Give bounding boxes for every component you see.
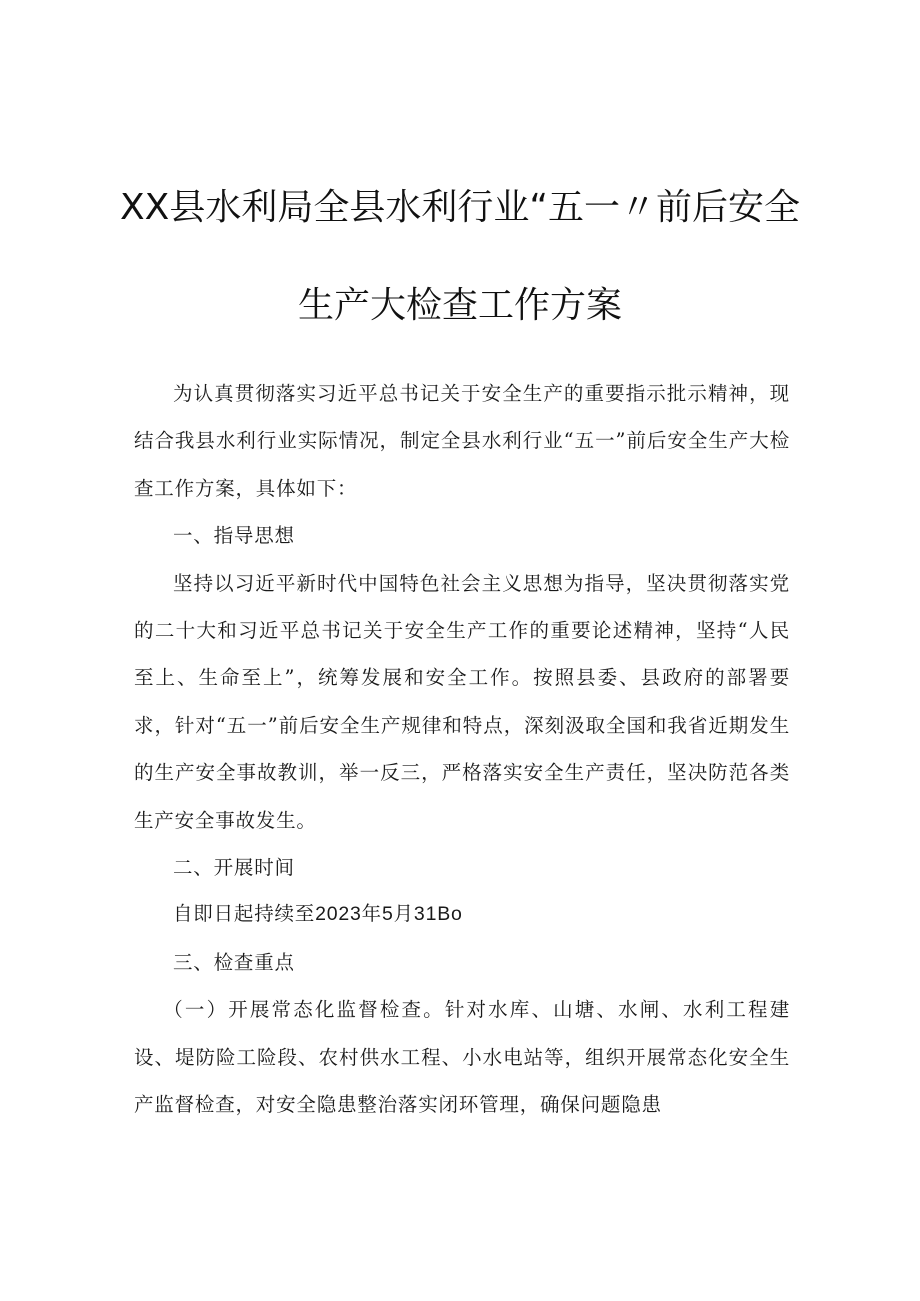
section-3-heading: 三、检查重点 bbox=[173, 950, 295, 974]
document-title-line-2: 生产大检查工作方案 bbox=[297, 285, 622, 326]
section-2-heading: 二、开展时间 bbox=[173, 856, 295, 880]
section-1-paragraph: 坚持以习近平新时代中国特色社会主义思想为指导，坚决贯彻落实党的二十大和习近平总书记关于安全生产工作的重要论述精神，坚持“人民至上、生命至上”，统筹发展和安全工作。按照县委、县政府的部署要求，针对“五一”前后安全生产规律和特点，深刻汲取全国和我省近期发生的生产安全事故教训，举一反三，严格落实安全生产责任，坚决防范各类生产安全事故发生。 bbox=[134, 571, 790, 832]
section-2-paragraph: 自即日起持续至2023年5月31Bo bbox=[173, 903, 463, 926]
section-1-heading: 一、指导思想 bbox=[173, 524, 295, 548]
section-3-item-1: （一）开展常态化监督检查。针对水库、山塘、水闸、水利工程建设、堤防险工险段、农村供水工程、小水电站等，组织开展常态化安全生产监督检查，对安全隐患整治落实闭环管理，确保问题隐患 bbox=[134, 998, 790, 1117]
document-body bbox=[134, 370, 790, 1129]
intro-paragraph: 为认真贯彻落实习近平总书记关于安全生产的重要指示批示精神，现结合我县水利行业实际情况，制定全县水利行业“五一”前后安全生产大检查工作方案，具体如下： bbox=[134, 382, 790, 500]
document-title-line-1: XX县水利局全县水利行业“五一〃前后安全 bbox=[120, 187, 800, 228]
